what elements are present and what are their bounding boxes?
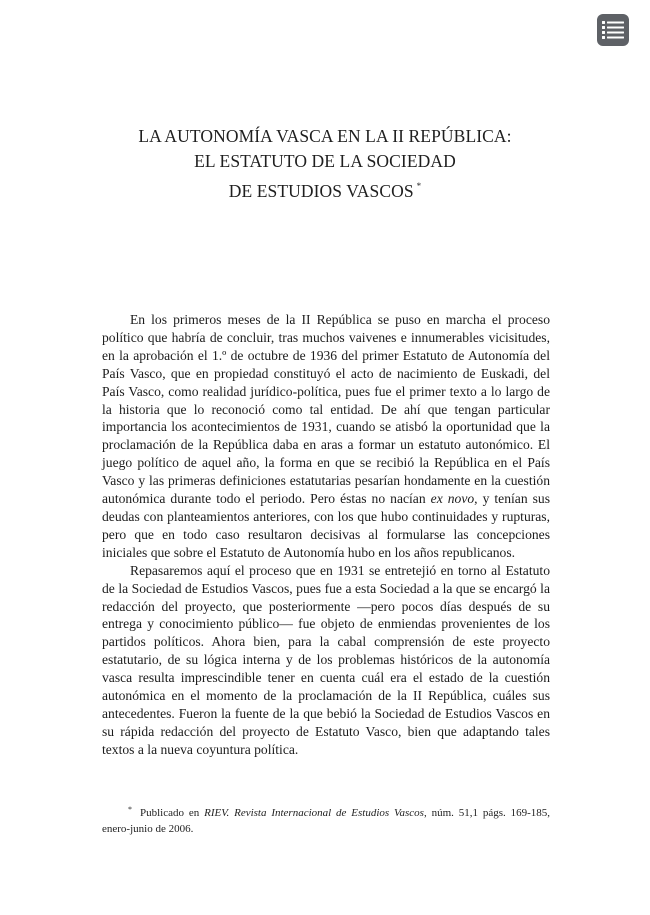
- paragraph-1-italic: ex novo: [430, 491, 475, 507]
- paragraph-1-part-b: , y tenían sus deudas con planteamientos anteriores, con los que hubo continuidades y rupturas, pero que en todo caso resultaron decisivas al formularse las concepciones iniciales que sobre el Estatuto de Autonomía hubo en los años republicanos.: [102, 491, 551, 560]
- title-line-3-text: DE ESTUDIOS VASCOS: [228, 181, 414, 201]
- footnote: [102, 802, 550, 837]
- paragraph-1: [102, 311, 550, 562]
- footnote-prefix: Publicado en: [140, 807, 200, 819]
- paragraph-2: Repasaremos aquí el proceso que en 1931 se entretejió en torno al Estatuto de la Sociedad de Estudios Vascos, pues fue a esta Sociedad a la que se encargó la redacción del proyecto, que posteriormente —pero pocos días después de su entrega y conocimiento público— fue objeto de enmiendas provenientes de los partidos políticos. Ahora bien, para la cabal comprensión de este proyecto estatutario, de su lógica interna y de los problemas históricos de la autonomía vasca resulta imprescindible tener en cuenta cuál era el estado de la cuestión autonómica en el momento de la proclamación de la II República, cuáles sus antecedentes. Fueron la fuente de la que bebió la Sociedad de Estudios Vascos en su rápida redacción del proyecto de Estatuto Vasco, bien que adaptando tales textos a la nueva coyuntura política.: [102, 562, 550, 757]
- menu-button[interactable]: [597, 14, 629, 46]
- paragraph-1-part-a: En los primeros meses de la II República se puso en marcha el proceso político que habría de concluir, tras muchos vaivenes e innumerables vicisitudes, en la aprobación el 1.º de octubre de 1936 del primer Estatuto de Autonomía del País Vasco, que en propiedad constituyó el acto de nacimiento de Euskadi, del País Vasco, como realidad jurídico-política, pues fue el primer texto a lo largo de la historia que lo reconoció como tal entidad. De ahí que tengan particular importancia los acontecimientos de 1931, cuando se atisbó la oportunidad que la proclamación de la República daba en aras a formar un estatuto autonómico. El juego político de aquel año, la forma en que se recibió la República en el País Vasco y las primeras definiciones estatutarias pesarían hondamente en la cuestión autonómica durante todo el periodo. Pero éstas no nacían: [102, 312, 550, 507]
- body-text: [102, 311, 550, 759]
- title-footnote-mark: *: [416, 181, 422, 191]
- document-title: [0, 124, 650, 204]
- title-line-3: [0, 174, 650, 204]
- footnote-suffix: , núm. 51,1 págs. 169-185, enero-junio de 2006.: [102, 807, 550, 835]
- footnote-journal: RIEV. Revista Internacional de Estudios Vascos: [204, 807, 424, 819]
- title-line-2: EL ESTATUTO DE LA SOCIEDAD: [194, 151, 456, 171]
- footnote-mark: *: [128, 805, 132, 814]
- title-line-1: LA AUTONOMÍA VASCA EN LA II REPÚBLICA:: [138, 126, 512, 146]
- list-icon: [601, 19, 625, 41]
